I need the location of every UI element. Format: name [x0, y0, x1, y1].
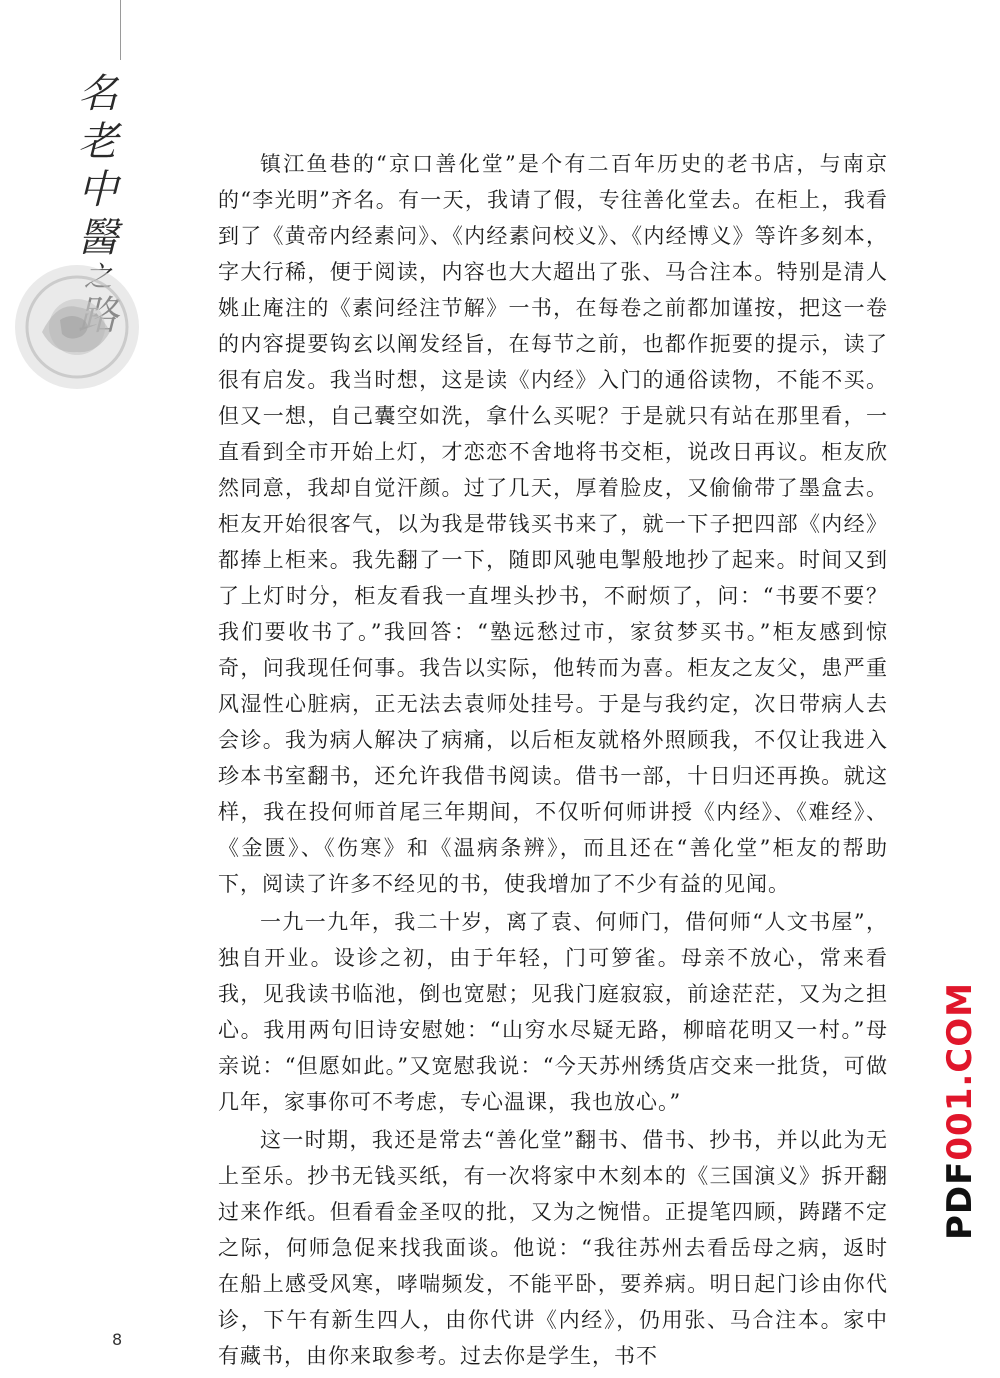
watermark-part1: PDF [940, 1160, 980, 1240]
page-number: 8 [112, 1330, 123, 1349]
paragraph: 这一时期，我还是常去“善化堂”翻书、借书、抄书，并以此为无上至乐。抄书无钱买纸，有一次将家中木刻本的《三国演义》拆开翻过来作纸。但看看金圣叹的批，又为之惋惜。正提笔四顾，踌躇不定之际，何师急促来找我面谈。他说：“我往苏州去看岳母之病，返时在船上感受风寒，哮喘频发，不能平卧，要养病。明日起门诊由你代诊，下午有新生四人，由你代讲《内经》，仍用张、马合注本。家中有藏书，由你来取参考。过去你是学生，书不 [218, 1128, 888, 1368]
watermark [930, 982, 990, 1240]
watermark-part2: 001.COM [940, 982, 980, 1161]
margin-rule [120, 0, 121, 60]
series-title-char: 中 [78, 167, 118, 213]
body-text [218, 146, 888, 1376]
ornamental-seal-icon [12, 262, 142, 392]
series-title-char: 醫 [78, 215, 118, 261]
series-title-char: 名 [78, 71, 118, 117]
paragraph: 一九一九年，我二十岁，离了袁、何师门，借何师“人文书屋”，独自开业。设诊之初，由于年轻，门可箩雀。母亲不放心，常来看我，见我读书临池，倒也宽慰；见我门庭寂寂，前途茫茫，又为之担心。我用两句旧诗安慰她：“山穷水尽疑无路，柳暗花明又一村。”母亲说：“但愿如此。”又宽慰我说：“今天苏州绣货店交来一批货，可做几年，家事你可不考虑，专心温课，我也放心。” [218, 910, 888, 1114]
watermark-text [930, 982, 990, 1240]
series-title-char: 老 [78, 119, 118, 165]
paragraph: 镇江鱼巷的“京口善化堂”是个有二百年历史的老书店，与南京的“李光明”齐名。有一天，我请了假，专往善化堂去。在柜上，我看到了《黄帝内经素问》、《内经素问校义》、《内经博义》等许多刻本，字大行稀，便于阅读，内容也大大超出了张、马合注本。特别是清人姚止庵注的《素问经注节解》一书，在每卷之前都加谨按，把这一卷的内容提要钩玄以阐发经旨，在每节之前，也都作扼要的提示，读了很有启发。我当时想，这是读《内经》入门的通俗读物，不能不买。但又一想，自己囊空如洗，拿什么买呢？于是就只有站在那里看，一直看到全市开始上灯，才恋恋不舍地将书交柜，说改日再议。柜友欣然同意，我却自觉汗颜。过了几天，厚着脸皮，又偷偷带了墨盒去。柜友开始很客气，以为我是带钱买书来了，就一下子把四部《内经》都捧上柜来。我先翻了一下，随即风驰电掣般地抄了起来。时间又到了上灯时分，柜友看我一直埋头抄书，不耐烦了，问：“书要不要？我们要收书了。”我回答：“塾远愁过市，家贫梦买书。”柜友感到惊奇，问我现任何事。我告以实际，他转而为喜。柜友之友父，患严重风湿性心脏病，正无法去袁师处挂号。于是与我约定，次日带病人去会诊。我为病人解决了病痛，以后柜友就格外照顾我，不仅让我进入珍本书室翻书，还允许我借书阅读。借书一部，十日归还再换。就这样，我在投何师首尾三年期间，不仅听何师讲授《内经》、《难经》、《金匮》、《伤寒》和《温病条辨》，而且还在“善化堂”柜友的帮助下，阅读了许多不经见的书，使我增加了不少有益的见闻。 [218, 152, 888, 896]
